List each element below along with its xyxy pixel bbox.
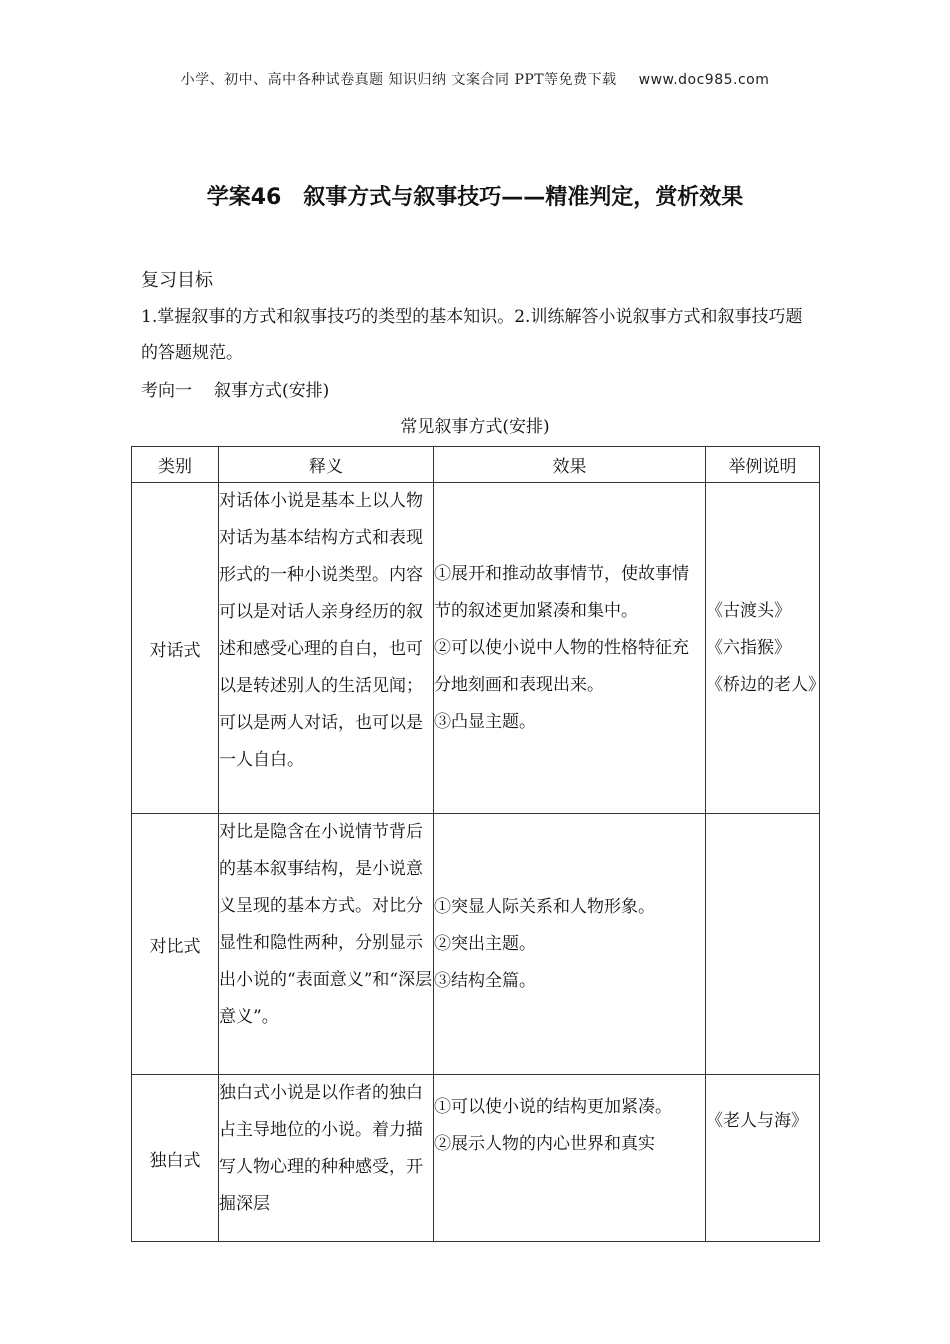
narrative-methods-table bbox=[131, 446, 825, 1242]
header-site-link[interactable]: www.doc985.com bbox=[638, 72, 770, 88]
effect-item: ①可以使小说的结构更加紧凑。 bbox=[434, 1097, 672, 1117]
row-effects bbox=[434, 483, 706, 814]
effect-item: ③结构全篇。 bbox=[434, 970, 536, 991]
row-effects bbox=[434, 1075, 706, 1242]
table-caption: 常见叙事方式(安排) bbox=[400, 417, 550, 437]
header-definition: 释义 bbox=[219, 447, 434, 483]
row-definition: 对比是隐含在小说情节背后的基本叙事结构，是小说意义呈现的基本方式。对比分显性和隐性两种，分别显示出小说的“表面意义”和“深层意义”。 bbox=[219, 814, 434, 1075]
page-header bbox=[0, 69, 950, 89]
table-header-row bbox=[132, 447, 820, 483]
header-category: 类别 bbox=[132, 447, 219, 483]
example-item: 《六指猴》 bbox=[706, 637, 791, 658]
row-examples bbox=[706, 483, 825, 814]
effect-item: ①展开和推动故事情节，使故事情节的叙述更加紧凑和集中。 bbox=[434, 563, 689, 621]
effect-item: ①突显人际关系和人物形象。 bbox=[434, 896, 655, 917]
effect-item: ②可以使小说中人物的性格特征充分地刻画和表现出来。 bbox=[434, 637, 689, 695]
table-row bbox=[132, 483, 820, 814]
row-definition: 独白式小说是以作者的独白占主导地位的小说。着力描写人物心理的种种感受，开掘深层 bbox=[219, 1075, 434, 1242]
section-heading: 复习目标 bbox=[141, 270, 213, 291]
table-row bbox=[132, 1075, 820, 1242]
row-definition: 对话体小说是基本上以人物对话为基本结构方式和表现形式的一种小说类型。内容可以是对话人亲身经历的叙述和感受心理的自白，也可以是转述别人的生活见闻；可以是两人对话，也可以是一人自白。 bbox=[219, 483, 434, 814]
effect-item: ②展示人物的内心世界和真实 bbox=[434, 1134, 655, 1154]
subheading bbox=[141, 376, 329, 401]
example-item: 《老人与海》 bbox=[706, 1111, 808, 1131]
subheading-label: 考向一 bbox=[141, 381, 192, 401]
table-row bbox=[132, 814, 820, 1075]
row-examples bbox=[706, 1075, 820, 1242]
row-category: 对比式 bbox=[132, 814, 219, 1075]
row-category: 对话式 bbox=[132, 483, 219, 814]
header-examples: 举例说明 bbox=[706, 447, 820, 483]
header-text: 小学、初中、高中各种试卷真题 知识归纳 文案合同 PPT等免费下载 bbox=[180, 72, 617, 88]
example-item: 《古渡头》 bbox=[706, 600, 791, 621]
page-title: 学案46 叙事方式与叙事技巧——精准判定，赏析效果 bbox=[206, 185, 744, 210]
row-examples bbox=[706, 814, 820, 1075]
row-category: 独白式 bbox=[132, 1075, 219, 1242]
review-goals-paragraph: 1.掌握叙事的方式和叙事技巧的类型的基本知识。2.训练解答小说叙事方式和叙事技巧题的答题规范。 bbox=[141, 307, 803, 363]
row-effects bbox=[434, 814, 706, 1075]
example-item: 《桥边的老人》 bbox=[706, 674, 825, 695]
effect-item: ②突出主题。 bbox=[434, 933, 536, 954]
effect-item: ③凸显主题。 bbox=[434, 711, 536, 732]
header-effect: 效果 bbox=[434, 447, 706, 483]
subheading-title: 叙事方式(安排) bbox=[214, 381, 330, 401]
